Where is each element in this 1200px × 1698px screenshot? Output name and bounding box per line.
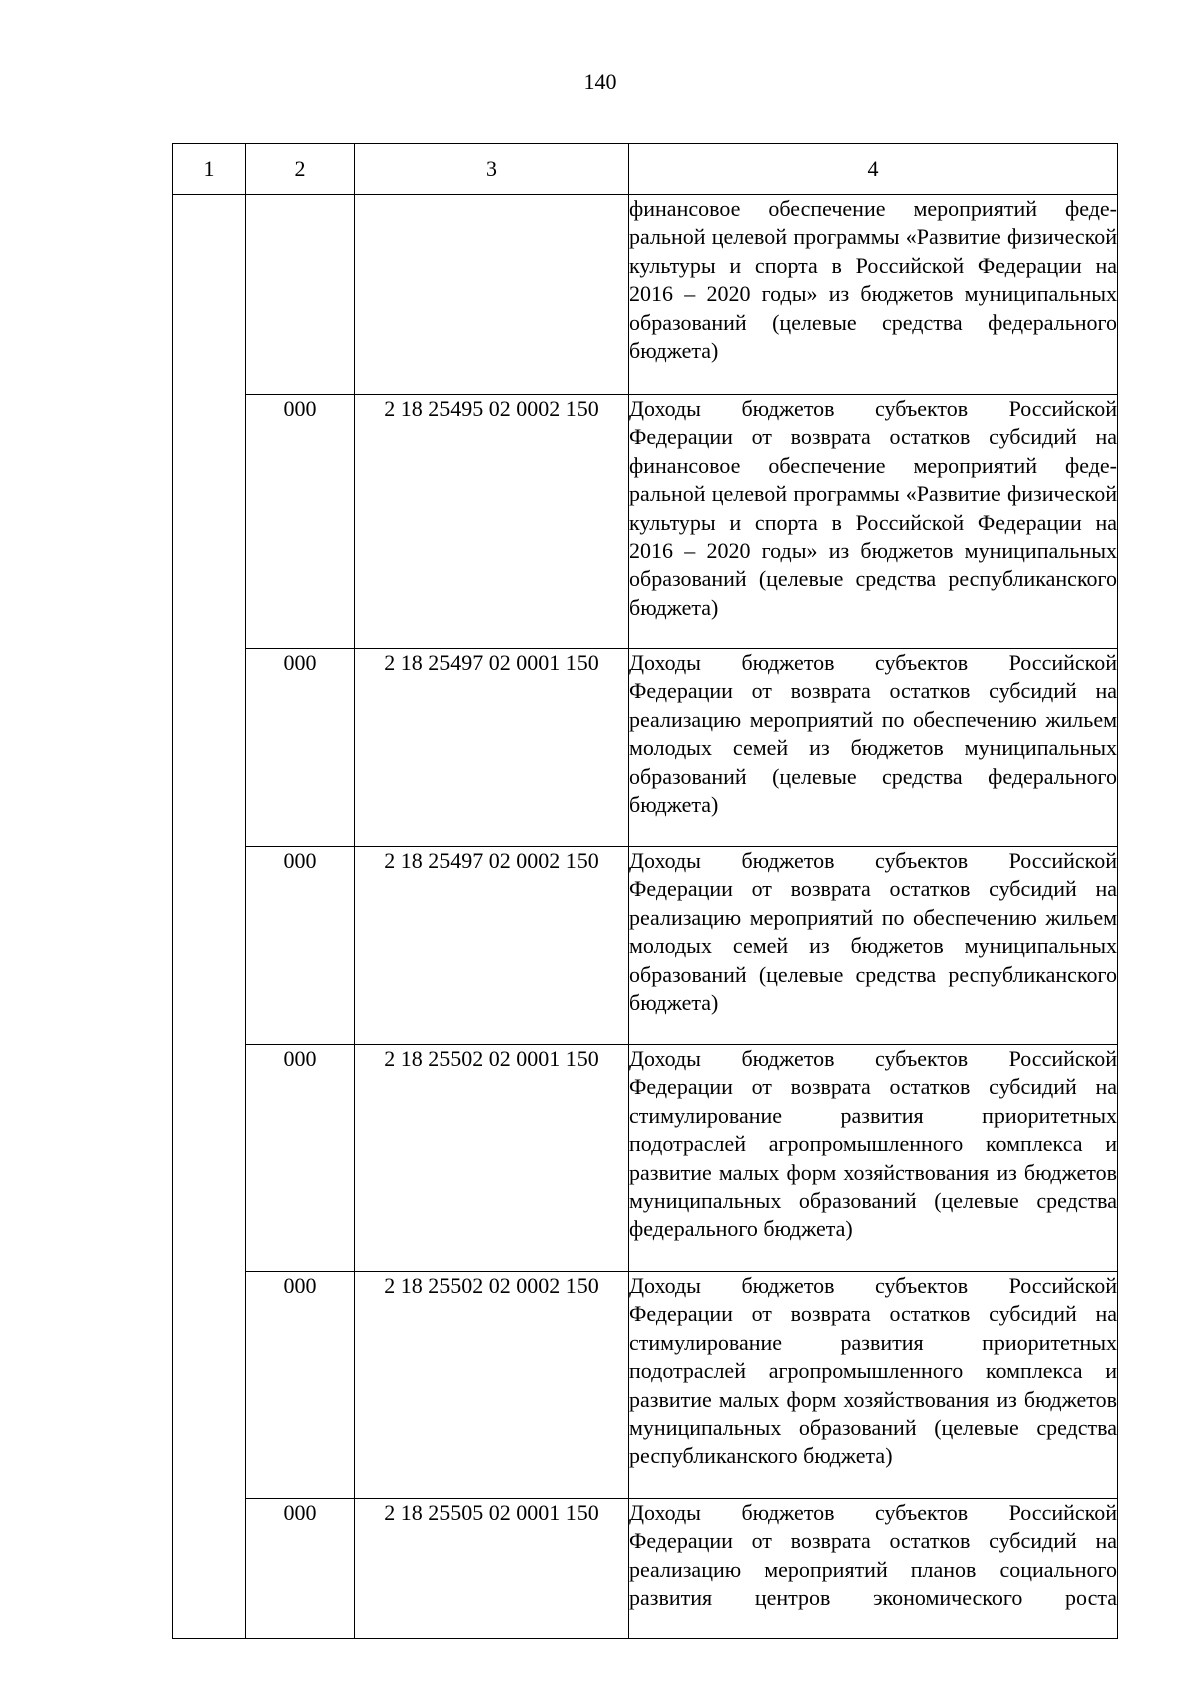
column-header-4: 4 <box>629 144 1118 195</box>
description-cell: Доходы бюджетов субъектов Российской Федерации от возврата остатков субсидий на реализацию мероприятий планов социального развития центров экономического роста <box>629 1499 1118 1639</box>
description-cell: Доходы бюджетов субъектов Российской Федерации от возврата остатков субсидий на стимулирование развития приоритетных подотраслей агропромышленного комплекса и развитие малых форм хозяйствования из бюджетов муниципальных образований (целевые средства республиканского бюджета) <box>629 1272 1118 1499</box>
budget-code-cell <box>355 195 629 395</box>
table-header-row <box>173 144 1118 195</box>
admin-code-cell <box>246 195 355 395</box>
table-row <box>173 1499 1118 1639</box>
table-row <box>173 395 1118 649</box>
budget-code-cell: 2 18 25495 02 0002 150 <box>355 395 629 649</box>
description-cell: Доходы бюджетов субъектов Российской Федерации от возврата остатков субсидий на реализацию мероприятий по обеспечению жильем молодых семей из бюджетов муниципальных образований (целевые средства республиканского бюджета) <box>629 847 1118 1045</box>
admin-code-cell: 000 <box>246 847 355 1045</box>
column-header-2: 2 <box>246 144 355 195</box>
budget-code-cell: 2 18 25497 02 0001 150 <box>355 649 629 847</box>
table-row <box>173 195 1118 395</box>
table-row <box>173 649 1118 847</box>
description-cell: Доходы бюджетов субъектов Российской Федерации от возврата остатков субсидий на финансовое обеспечение мероприятий федеральной целевой программы «Развитие физической культуры и спорта в Российской Федерации на 2016 – 2020 годы» из бюджетов муниципальных образований (целевые средства республиканского бюджета) <box>629 395 1118 649</box>
admin-code-cell: 000 <box>246 1045 355 1272</box>
budget-code-cell: 2 18 25502 02 0001 150 <box>355 1045 629 1272</box>
column-1-merged-cell <box>173 195 246 1639</box>
table-row <box>173 1272 1118 1499</box>
admin-code-cell: 000 <box>246 1499 355 1639</box>
table-row <box>173 1045 1118 1272</box>
budget-code-cell: 2 18 25502 02 0002 150 <box>355 1272 629 1499</box>
column-header-1: 1 <box>173 144 246 195</box>
description-cell: Доходы бюджетов субъектов Российской Федерации от возврата остатков субсидий на реализацию мероприятий по обеспечению жильем молодых семей из бюджетов муниципальных образований (целевые средства федерального бюджета) <box>629 649 1118 847</box>
budget-code-cell: 2 18 25497 02 0002 150 <box>355 847 629 1045</box>
column-header-3: 3 <box>355 144 629 195</box>
budget-code-cell: 2 18 25505 02 0001 150 <box>355 1499 629 1639</box>
page-number: 140 <box>583 69 617 94</box>
admin-code-cell: 000 <box>246 1272 355 1499</box>
description-cell: Доходы бюджетов субъектов Российской Федерации от возврата остатков субсидий на стимулирование развития приоритетных подотраслей агропромышленного комплекса и развитие малых форм хозяйствования из бюджетов муниципальных образований (целевые средства федерального бюджета) <box>629 1045 1118 1272</box>
description-cell: финансовое обеспечение мероприятий федеральной целевой программы «Развитие физической культуры и спорта в Российской Федерации на 2016 – 2020 годы» из бюджетов муниципальных образований (целевые средства федерального бюджета) <box>629 195 1118 395</box>
admin-code-cell: 000 <box>246 649 355 847</box>
admin-code-cell: 000 <box>246 395 355 649</box>
budget-codes-table <box>172 143 1118 1639</box>
table-row <box>173 847 1118 1045</box>
